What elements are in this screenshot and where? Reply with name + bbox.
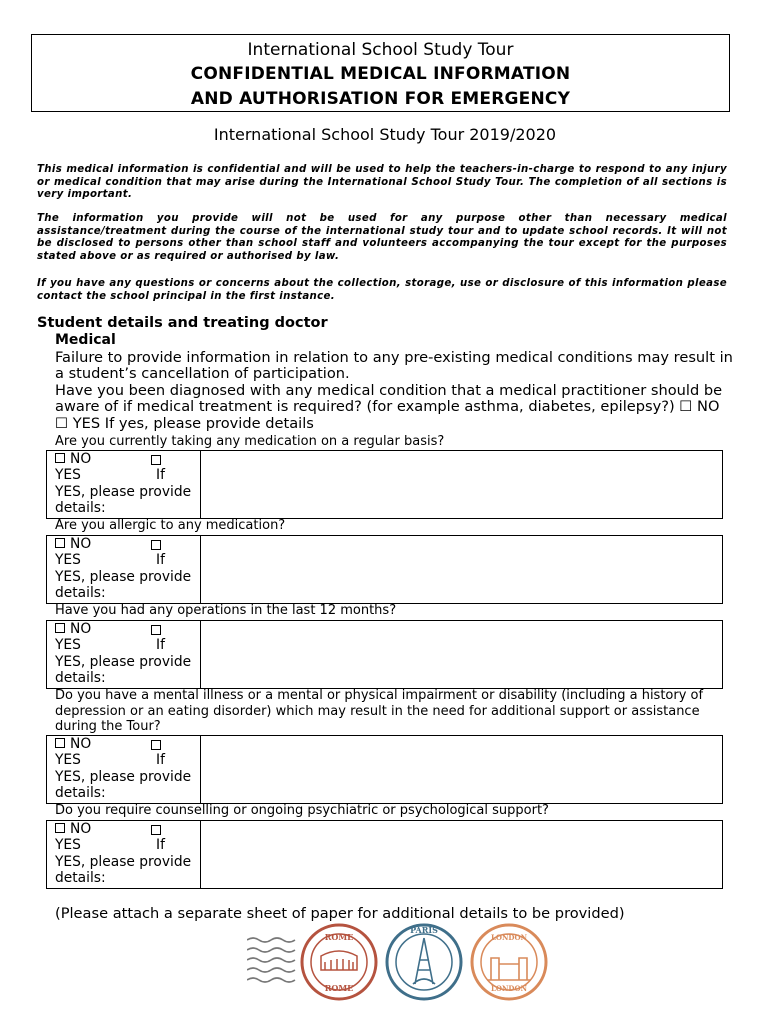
answer-box-mental-health [46, 735, 723, 804]
if-label: If [156, 467, 165, 483]
answer-box-medication [46, 450, 723, 519]
answer-options [47, 821, 201, 888]
london-label-bottom: LONDON [491, 984, 527, 993]
paris-label: PARIS [410, 925, 438, 935]
answer-box-allergy [46, 535, 723, 604]
yes-label: YES [55, 837, 81, 854]
london-label: LONDON [491, 933, 527, 942]
form-heading-line1: CONFIDENTIAL MEDICAL INFORMATION [190, 64, 571, 84]
yes-label: YES [55, 752, 81, 769]
if-label: If [156, 552, 165, 568]
details-field[interactable] [201, 451, 722, 518]
yes-label: YES [55, 552, 81, 569]
form-heading-line2: AND AUTHORISATION FOR EMERGENCY [190, 89, 571, 109]
rome-label: ROME [324, 932, 354, 942]
answer-box-counselling [46, 820, 723, 889]
intro-paragraph-2: The information you provide will not be used for any purpose other than necessary medical assistance/treatment during the course of the international study tour and to update school records. It will not be disclosed to persons other than school staff and volunteers accompanying the tour except for the purposes stated above or as required or authorised by law. [37, 213, 727, 262]
no-checkbox[interactable] [55, 538, 65, 548]
question-allergy: Are you allergic to any medication? [55, 518, 286, 533]
no-checkbox[interactable] [55, 738, 65, 748]
rome-stamp-icon [302, 925, 376, 999]
question-counselling: Do you require counselling or ongoing psychiatric or psychological support? [55, 803, 549, 818]
intro-paragraph-1: This medical information is confidential and will be used to help the teachers-in-charge to respond to any injury or medical condition that may arise during the International School Study Tour. The completion of all sections is very important. [37, 164, 727, 200]
yes-checkbox[interactable] [151, 455, 161, 465]
answer-options [47, 736, 201, 803]
question-operations: Have you had any operations in the last 12 months? [55, 603, 397, 618]
page-subtitle: International School Study Tour 2019/2020 [213, 125, 557, 144]
form-title: International School Study Tour [247, 40, 514, 60]
no-label: NO [70, 451, 92, 467]
section-heading: Student details and treating doctor [37, 315, 328, 331]
if-label: If [156, 752, 165, 768]
details-field[interactable] [201, 821, 722, 888]
details-label: YES, please provide details: [55, 568, 192, 601]
answer-options [47, 536, 201, 603]
details-label: YES, please provide details: [55, 483, 192, 516]
yes-label: YES [55, 637, 81, 654]
details-field[interactable] [201, 736, 722, 803]
no-label: NO [70, 621, 92, 637]
paris-stamp-icon [387, 925, 461, 999]
title-box [31, 34, 730, 112]
yes-checkbox[interactable] [151, 625, 161, 635]
no-checkbox[interactable] [55, 453, 65, 463]
no-checkbox[interactable] [55, 623, 65, 633]
yes-checkbox[interactable] [151, 740, 161, 750]
no-label: NO [70, 536, 92, 552]
yes-checkbox[interactable] [151, 540, 161, 550]
intro-paragraph-3: If you have any questions or concerns about the collection, storage, use or disclosure of this information please contact the school principal in the first instance. [37, 278, 727, 302]
no-label: NO [70, 736, 92, 752]
question-medication: Are you currently taking any medication on a regular basis? [55, 434, 445, 449]
answer-options [47, 621, 201, 688]
postmark-icon [247, 938, 295, 982]
medical-subheading: Medical [55, 332, 116, 348]
rome-label-bottom: ROME [324, 983, 354, 993]
details-label: YES, please provide details: [55, 853, 192, 886]
details-label: YES, please provide details: [55, 768, 192, 801]
travel-stamps [247, 922, 557, 1002]
footer-note: (Please attach a separate sheet of paper for additional details to be provided) [55, 905, 625, 922]
no-label: NO [70, 821, 92, 837]
answer-options [47, 451, 201, 518]
details-field[interactable] [201, 621, 722, 688]
question-mental-health: Do you have a mental illness or a mental or physical impairment or disability (including a history of depression or an eating disorder) which may result in the need for additional support or assistance during the Tour? [55, 688, 704, 734]
yes-label: YES [55, 467, 81, 484]
yes-checkbox[interactable] [151, 825, 161, 835]
medical-notice: Failure to provide information in relation to any pre-existing medical conditions may result in a student’s cancellation of participation. [55, 349, 733, 383]
details-label: YES, please provide details: [55, 653, 192, 686]
answer-box-operations [46, 620, 723, 689]
london-stamp-icon [472, 925, 546, 999]
if-label: If [156, 837, 165, 853]
no-checkbox[interactable] [55, 823, 65, 833]
diagnosis-question: Have you been diagnosed with any medical condition that a medical practitioner should be aware of if medical treatment is required? (for example asthma, diabetes, epilepsy?) ☐ NO ☐ YES If yes, please provide details [55, 382, 723, 432]
if-label: If [156, 637, 165, 653]
details-field[interactable] [201, 536, 722, 603]
